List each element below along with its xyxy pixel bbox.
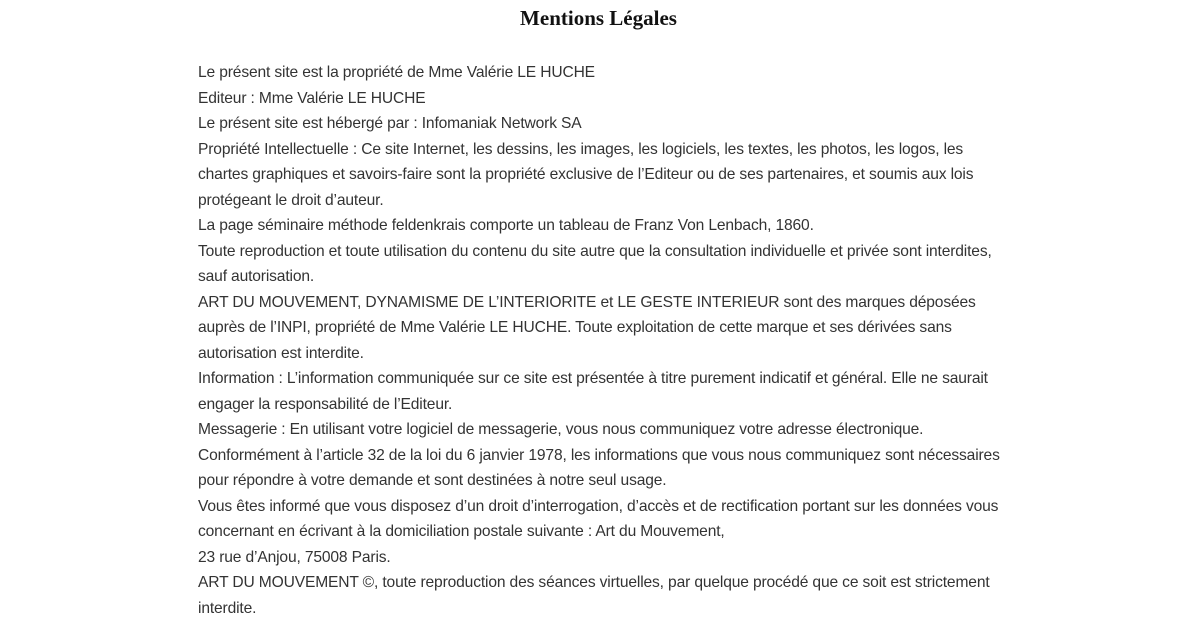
paragraph-painting-credit: La page séminaire méthode feldenkrais comporte un tableau de Franz Von Lenbach, 1860.: [198, 217, 814, 234]
paragraph-access-rights: Vous êtes informé que vous disposez d’un droit d’interrogation, d’accès et de rectification portant sur les données vous concernant en écrivant à la domiciliation postale suivante : Art du Mouvement,: [198, 497, 999, 540]
paragraph-postal-address: 23 rue d’Anjou, 75008 Paris.: [198, 548, 391, 566]
paragraph-site-owner: Le présent site est la propriété de Mme Valérie LE HUCHE: [198, 64, 595, 81]
paragraph-data-law: Conformément à l’article 32 de la loi du 6 janvier 1978, les informations que vous nous communiquez sont nécessaires pour répondre à votre demande et sont destinées à notre seul usage.: [198, 446, 1000, 489]
paragraph-reproduction: Toute reproduction et toute utilisation du contenu du site autre que la consultation individuelle et privée sont interdites, sauf autorisation.: [198, 242, 992, 285]
paragraph-intellectual-property: Propriété Intellectuelle : Ce site Internet, les dessins, les images, les logiciels, les textes, les photos, les logos, les chartes graphiques et savoirs-faire sont la propriété exclusive de l’Editeur ou de ses partenaires, et soumis aux lois protégeant le droit d’auteur.: [198, 140, 974, 209]
legal-text: [198, 60, 1008, 621]
page-title: Mentions Légales: [520, 6, 677, 30]
paragraph-editor: Editeur : Mme Valérie LE HUCHE: [198, 89, 426, 107]
paragraph-virtual-sessions: ART DU MOUVEMENT ©, toute reproduction des séances virtuelles, par quelque procédé que ce soit est strictement interdite.: [198, 574, 990, 617]
paragraph-messaging: Messagerie : En utilisant votre logiciel de messagerie, vous nous communiquez votre adresse électronique.: [198, 421, 924, 438]
paragraph-information: Information : L’information communiquée sur ce site est présentée à titre purement indicatif et général. Elle ne saurait engager la responsabilité de l’Editeur.: [198, 370, 988, 413]
paragraph-host: Le présent site est hébergé par : Infomaniak Network SA: [198, 115, 582, 132]
paragraph-trademarks: ART DU MOUVEMENT, DYNAMISME DE L’INTERIORITE et LE GESTE INTERIEUR sont des marques déposées auprès de l’INPI, propriété de Mme Valérie LE HUCHE. Toute exploitation de cette marque et ses dérivées sans autorisation est interdite.: [198, 293, 976, 362]
